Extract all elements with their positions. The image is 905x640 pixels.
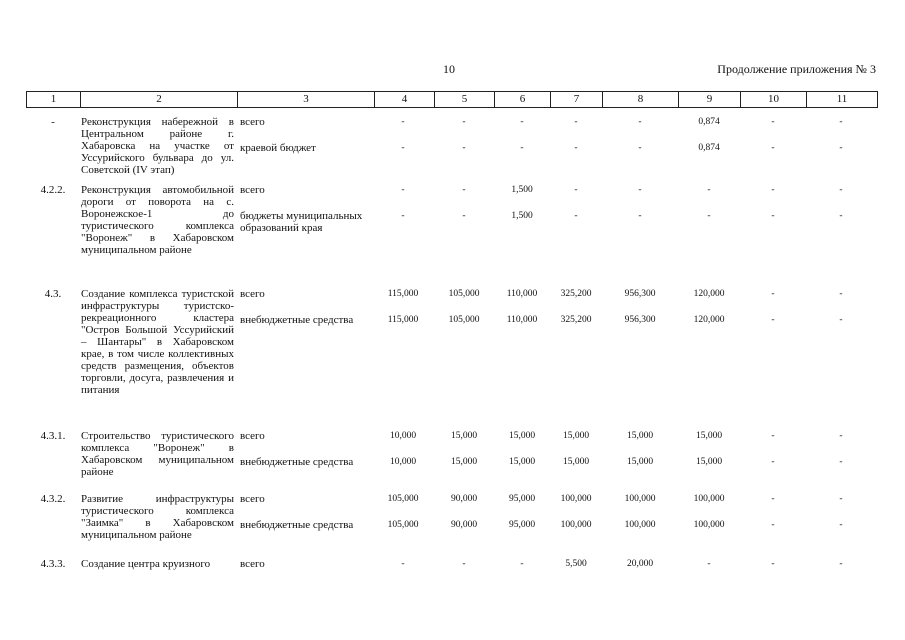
value-cell-col10: - [771,520,775,530]
value-cell-col9: 100,000 [693,494,725,504]
row-code: - [51,116,55,128]
value-cell-col7: 100,000 [560,520,592,530]
value-cell-col10: - [771,457,775,467]
value-cell-col5: - [462,185,466,195]
column-header-1: 1 [27,92,81,108]
funding-source: внебюджетные средства [240,314,354,326]
value-cell-col8: - [638,143,642,153]
value-cell-col4: 105,000 [387,494,419,504]
value-cell-col8: 956,300 [624,315,656,325]
value-cell-col5: - [462,211,466,221]
value-cell-col8: - [638,211,642,221]
value-cell-col5: - [462,143,466,153]
page-number: 10 [443,62,455,76]
row-name: Реконструкция автомобильной дороги от поворота на с. Воронежское-1 до туристического комплекса "Воронеж" в Хабаровском муниципальном районе [81,184,234,256]
value-cell-col5: 105,000 [448,289,480,299]
column-header-2: 2 [81,92,238,108]
value-cell-col11: - [839,143,843,153]
value-cell-col8: 15,000 [626,431,654,441]
funding-source: всего [240,288,265,300]
value-cell-col9: - [707,559,711,569]
value-cell-col10: - [771,559,775,569]
appendix-continuation-note: Продолжение приложения № 3 [717,62,876,76]
row-code: 4.3.3. [40,558,66,570]
value-cell-col6: - [520,117,524,127]
row-code: 4.3.2. [40,493,66,505]
row-name: Реконструкция набережной в Центральном районе г. Хабаровска на участке от Уссурийского бульвара до ул. Советской (IV этап) [81,116,234,176]
column-header-6: 6 [495,92,551,108]
value-cell-col5: 90,000 [450,520,478,530]
funding-source: всего [240,184,265,196]
value-cell-col9: 120,000 [693,289,725,299]
value-cell-col6: 1,500 [511,211,533,221]
value-cell-col5: 105,000 [448,315,480,325]
funding-source: всего [240,430,265,442]
value-cell-col10: - [771,211,775,221]
value-cell-col5: 90,000 [450,494,478,504]
value-cell-col6: 15,000 [508,457,536,467]
value-cell-col7: 100,000 [560,494,592,504]
column-header-8: 8 [603,92,679,108]
value-cell-col6: 1,500 [511,185,533,195]
value-cell-col8: 20,000 [626,559,654,569]
value-cell-col5: - [462,559,466,569]
row-code: 4.3.1. [40,430,66,442]
value-cell-col7: - [574,211,578,221]
value-cell-col10: - [771,185,775,195]
value-cell-col4: - [401,211,405,221]
row-name: Строительство туристического комплекса "Воронеж" в Хабаровском муниципальном районе [81,430,234,478]
value-cell-col9: 0,874 [698,143,720,153]
value-cell-col6: 15,000 [508,431,536,441]
column-header-7: 7 [551,92,603,108]
value-cell-col6: 95,000 [508,520,536,530]
row-name: Развитие инфраструктуры туристического комплекса "Заимка" в Хабаровском муниципальном районе [81,493,234,541]
value-cell-col4: 115,000 [387,315,419,325]
value-cell-col9: 15,000 [695,457,723,467]
value-cell-col11: - [839,457,843,467]
value-cell-col9: 0,874 [698,117,720,127]
column-header-10: 10 [741,92,807,108]
value-cell-col8: 956,300 [624,289,656,299]
value-cell-col9: 100,000 [693,520,725,530]
row-name: Создание центра круизного [81,558,211,570]
funding-source: бюджеты муниципальных образований края [240,210,363,234]
row-code: 4.3. [44,288,62,300]
value-cell-col9: - [707,211,711,221]
value-cell-col7: - [574,185,578,195]
value-cell-col7: 325,200 [560,289,592,299]
column-header-11: 11 [807,92,878,108]
column-header-4: 4 [375,92,435,108]
column-header-3: 3 [238,92,375,108]
value-cell-col11: - [839,289,843,299]
value-cell-col7: 5,500 [565,559,587,569]
value-cell-col4: - [401,117,405,127]
funding-source: внебюджетные средства [240,456,354,468]
value-cell-col10: - [771,117,775,127]
value-cell-col6: 95,000 [508,494,536,504]
value-cell-col6: - [520,559,524,569]
value-cell-col7: - [574,117,578,127]
value-cell-col4: 115,000 [387,289,419,299]
value-cell-col11: - [839,211,843,221]
value-cell-col11: - [839,494,843,504]
value-cell-col11: - [839,559,843,569]
column-header-9: 9 [679,92,741,108]
value-cell-col11: - [839,520,843,530]
value-cell-col4: 10,000 [389,431,417,441]
value-cell-col10: - [771,143,775,153]
value-cell-col7: 15,000 [562,457,590,467]
value-cell-col8: 100,000 [624,494,656,504]
value-cell-col4: - [401,143,405,153]
value-cell-col4: - [401,559,405,569]
value-cell-col5: - [462,117,466,127]
value-cell-col10: - [771,315,775,325]
value-cell-col6: 110,000 [506,289,538,299]
funding-source: внебюджетные средства [240,519,354,531]
funding-source: краевой бюджет [240,142,316,154]
value-cell-col9: - [707,185,711,195]
funding-source: всего [240,116,265,128]
value-cell-col5: 15,000 [450,431,478,441]
funding-source: всего [240,493,265,505]
value-cell-col4: 105,000 [387,520,419,530]
value-cell-col8: 15,000 [626,457,654,467]
column-header-table [26,91,878,108]
value-cell-col8: - [638,117,642,127]
column-header-5: 5 [435,92,495,108]
value-cell-col8: 100,000 [624,520,656,530]
value-cell-col7: 325,200 [560,315,592,325]
value-cell-col4: 10,000 [389,457,417,467]
value-cell-col10: - [771,494,775,504]
value-cell-col9: 15,000 [695,431,723,441]
value-cell-col9: 120,000 [693,315,725,325]
value-cell-col7: - [574,143,578,153]
row-code: 4.2.2. [40,184,66,196]
value-cell-col11: - [839,315,843,325]
value-cell-col8: - [638,185,642,195]
value-cell-col6: 110,000 [506,315,538,325]
value-cell-col11: - [839,431,843,441]
value-cell-col7: 15,000 [562,431,590,441]
value-cell-col10: - [771,289,775,299]
value-cell-col10: - [771,431,775,441]
value-cell-col11: - [839,185,843,195]
row-name: Создание комплекса туристской инфраструктуры туристско-рекреационного кластера "Остров Большой Уссурийский – Шантары" в Хабаровском крае, в том числе коллективных средств размещения, объектов торговли, досуга, развлечения и питания [81,288,234,396]
value-cell-col5: 15,000 [450,457,478,467]
value-cell-col11: - [839,117,843,127]
value-cell-col6: - [520,143,524,153]
funding-source: всего [240,558,265,570]
value-cell-col4: - [401,185,405,195]
